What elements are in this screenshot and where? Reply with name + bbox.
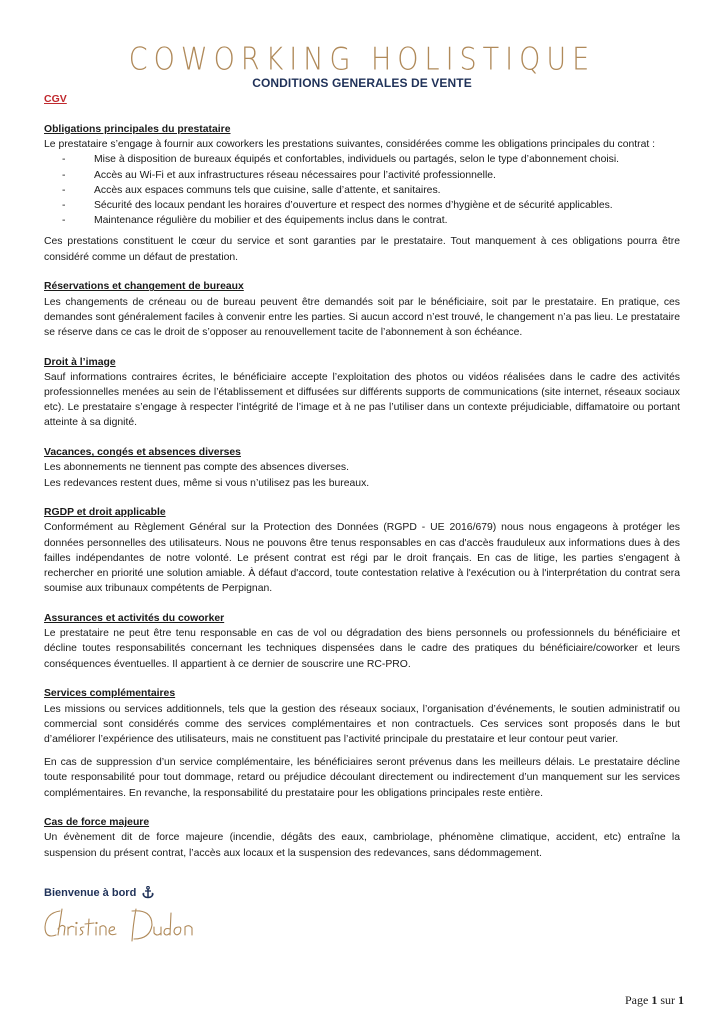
bullet-dash: - (62, 215, 66, 227)
welcome-label: Bienvenue à bord (44, 886, 137, 899)
section-intro: Le prestataire s’engage à fournir aux coworkers les prestations suivantes, considérées comme les obligations principales du contrat : (44, 139, 656, 151)
list-item: - Mise à disposition de bureaux équipés et confortables, individuels ou partagés, selon le type d’abonnement choisi. (62, 152, 680, 167)
section-obligations (44, 122, 680, 265)
section-paragraph: Les missions ou services additionnels, tels que la gestion des réseaux sociaux, l’organisation d’événements, le soutien administratif ou commercial sont considérés comme des services complémentaires et non contractuels. Ces services sont proposés dans le but d’améliorer l’expérience des utilisateurs, mais ne constituent pas l’activité principale du prestataire et leur contour peut varier. (44, 703, 680, 745)
section-title: RGDP et droit applicable (44, 507, 166, 519)
section-reservations (44, 279, 680, 340)
brand-title: COWORKING HOLISTIQUE (128, 41, 596, 78)
section-outro: Ces prestations constituent le cœur du service et sont garanties par le prestataire. Tout manquement à ces obligations pourra être considéré comme un défaut de prestation. (44, 236, 680, 263)
page-number: Page 1 sur 1 (625, 993, 684, 1007)
section-insurance (44, 611, 680, 672)
cgv-label: CGV (44, 93, 67, 105)
section-title: Cas de force majeure (44, 817, 150, 829)
section-rgpd (44, 505, 680, 596)
list-item: - Accès au Wi-Fi et aux infrastructures réseau nécessaires pour l’activité professionnelle. (62, 168, 680, 183)
welcome-text (44, 886, 154, 899)
bullet-dash: - (62, 184, 66, 196)
list-item: - Accès aux espaces communs tels que cuisine, salle d’attente, et sanitaires. (62, 183, 680, 198)
document-body (44, 122, 680, 875)
section-title: Réservations et changement de bureaux (44, 281, 244, 293)
section-image-rights (44, 355, 680, 431)
bullet-dash: - (62, 169, 66, 181)
section-complementary-services (44, 686, 680, 800)
section-title: Vacances, congés et absences diverses (44, 447, 241, 459)
list-item: - Maintenance régulière du mobilier et des équipements inclus dans le contrat. (62, 213, 680, 228)
section-line: Les abonnements ne tiennent pas compte des absences diverses. (44, 462, 349, 474)
section-line: Les redevances restent dues, même si vous n’utilisez pas les bureaux. (44, 477, 370, 489)
section-title: Droit à l’image (44, 356, 116, 368)
obligations-list (44, 152, 680, 228)
section-paragraph: Le prestataire ne peut être tenu responsable en cas de vol ou dégradation des biens personnels ou professionnels du bénéficiaire et décline toutes responsabilités concernant les techniques dispensées dans le cadre des pratiques du bénéficiaire/coworker et leurs conséquences éventuelles. Il appartient à ce dernier de souscrire une RC-PRO. (44, 628, 680, 670)
section-holidays (44, 445, 680, 491)
bullet-dash: - (62, 154, 66, 166)
document-title: CONDITIONS GENERALES DE VENTE (252, 76, 472, 90)
section-title: Assurances et activités du coworker (44, 612, 225, 624)
signature (40, 905, 210, 945)
anchor-icon (142, 886, 154, 899)
bullet-dash: - (62, 200, 66, 212)
section-paragraph: Les changements de créneau ou de bureau peuvent être demandés soit par le bénéficiaire, soit par le prestataire. En pratique, ces demandes sont généralement faciles à convenir entre les parties. Si aucun accord n’est trouvé, le changement n’a pas lieu. Le prestataire se réserve dans ce cas le droit de s’opposer au renouvellement tacite de l’abonnement à son échéance. (44, 296, 680, 338)
section-paragraph: Conformément au Règlement Général sur la Protection des Données (RGPD - UE 2016/679) nous nous engageons à protéger les données personnelles des utilisateurs. Nous ne pouvons être tenus responsables en cas d'accès frauduleux aux informations dues à des failles indépendantes de notre volonté. Le présent contrat est régi par le droit français. En cas de litige, les parties s'engagent à rechercher en priorité une solution amiable. À défaut d'accord, toute contestation relative à l'exécution ou à l'interprétation du contrat sera soumise aux tribunaux compétents de Perpignan. (44, 522, 680, 595)
section-paragraph: En cas de suppression d’un service complémentaire, les bénéficiaires seront prévenus dans les meilleurs délais. Le prestataire décline toute responsabilité pour tout dommage, retard ou préjudice découlant directement ou indirectement d’un manquement sur les services complémentaires. En revanche, la responsabilité du prestataire pour les obligations principales reste entière. (44, 757, 680, 799)
section-paragraph: Sauf informations contraires écrites, le bénéficiaire accepte l’exploitation des photos ou vidéos réalisées dans le cadre des activités professionnelles menées au sein de l’établissement et diffusées sur différents supports de communications (site internet, réseaux sociaux etc). Le prestataire s’engage à respecter l’intégrité de l’image et à ne pas l’utiliser dans un contexte préjudiciable, diffamatoire ou portant atteinte à sa dignité. (44, 371, 680, 429)
signature-graphic (40, 905, 210, 945)
section-force-majeure (44, 815, 680, 861)
list-item: - Sécurité des locaux pendant les horaires d’ouverture et respect des normes d’hygiène et de sécurité applicables. (62, 198, 680, 213)
section-paragraph: Un évènement dit de force majeure (incendie, dégâts des eaux, cambriolage, phénomène climatique, accident, etc) entraîne la suspension du présent contrat, l’accès aux locaux et la suspension des redevances, sans dédommagement. (44, 832, 680, 859)
section-title: Services complémentaires (44, 688, 176, 700)
section-title: Obligations principales du prestataire (44, 124, 231, 135)
